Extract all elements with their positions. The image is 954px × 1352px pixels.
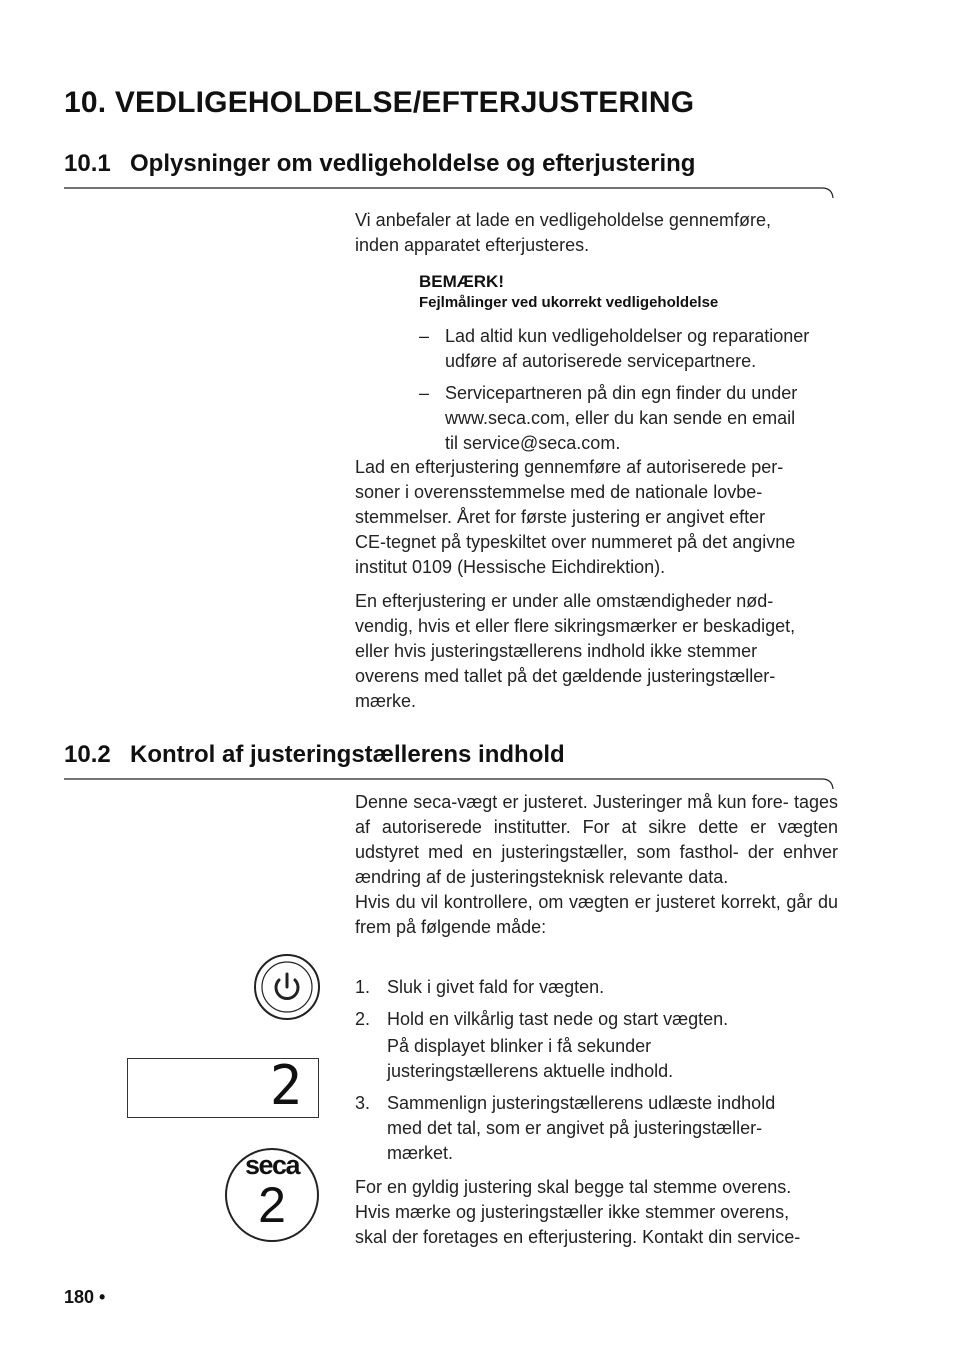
section-number: 10.1 — [64, 150, 111, 177]
chapter-title: 10. VEDLIGEHOLDELSE/EFTERJUSTERING — [64, 86, 695, 119]
section1-body — [355, 208, 838, 258]
note-list — [419, 324, 839, 456]
display-digit: 2 — [269, 1054, 303, 1117]
section2-paragraph-3: For en gyldig justering skal begge tal stemme overens. Hvis mærke og justeringstæller ikke stemmer overens, skal der foretages en efterjustering. Kontakt din service- — [355, 1177, 801, 1247]
list-item: 1. Sluk i givet fald for vægten. — [355, 977, 605, 997]
note-subtitle: Fejlmålinger ved ukorrekt vedligeholdelse — [419, 294, 719, 311]
display-figure — [127, 1054, 319, 1118]
power-button-figure — [253, 953, 321, 1021]
intro-paragraph: Vi anbefaler at lade en vedligeholdelse gennemføre, inden apparatet efterjusteres. — [355, 210, 771, 255]
steps-list — [355, 975, 838, 1166]
section-heading-10-2 — [64, 741, 565, 769]
note-box — [419, 272, 839, 311]
list-item: 3. Sammenlign justeringstællerens udlæste indhold med det tal, som er angivet på justeringstæller- mærket. — [355, 1093, 776, 1163]
power-icon — [253, 953, 321, 1021]
list-item: – Lad altid kun vedligeholdelser og reparationer udføre af autoriserede servicepartnere. — [419, 326, 810, 371]
section1-paragraph-2: En efterjustering er under alle omstændigheder nød- vendig, hvis et eller flere sikringsmærker er beskadiget, eller hvis justeringstællerens indhold ikke stemmer overens med tallet på det gældende justeringstæller- mærke. — [355, 591, 796, 711]
seal-brand: seca — [244, 1150, 300, 1180]
section-title: Kontrol af justeringstællerens indhold — [130, 741, 565, 768]
list-item: – Servicepartneren på din egn finder du under www.seca.com, eller du kan sende en email til service@seca.com. — [419, 383, 798, 453]
section-number: 10.2 — [64, 741, 111, 768]
page-number: 180 • — [64, 1287, 106, 1307]
seca-seal-figure — [224, 1147, 320, 1243]
section2-paragraph-1: Denne seca-vægt er justeret. Justeringer må kun fore- tages af autoriserede institutter. For at sikre dette er vægten udstyret med en justeringstæller, som fasthol- der enhver ændring af de justeringsteknisk relevante data. Hvis du vil kontrollere, om vægten er justeret korrekt, går du frem på følgende måde: — [355, 792, 838, 937]
note-title: BEMÆRK! — [419, 272, 504, 291]
list-item: 2. Hold en vilkårlig tast nede og start vægten. På displayet blinker i få sekunder justeringstællerens aktuelle indhold. — [355, 1009, 729, 1081]
section-title: Oplysninger om vedligeholdelse og efterjustering — [130, 150, 696, 177]
section-heading-10-1 — [64, 150, 695, 178]
seal-number: 2 — [258, 1177, 286, 1233]
section1-paragraph-1: Lad en efterjustering gennemføre af autoriserede per- soner i overensstemmelse med de nationale lovbe- stemmelser. Året for første justering er angivet efter CE-tegnet på typeskiltet over nummeret på det angivne institut 0109 (Hessische Eichdirektion). — [355, 457, 796, 577]
